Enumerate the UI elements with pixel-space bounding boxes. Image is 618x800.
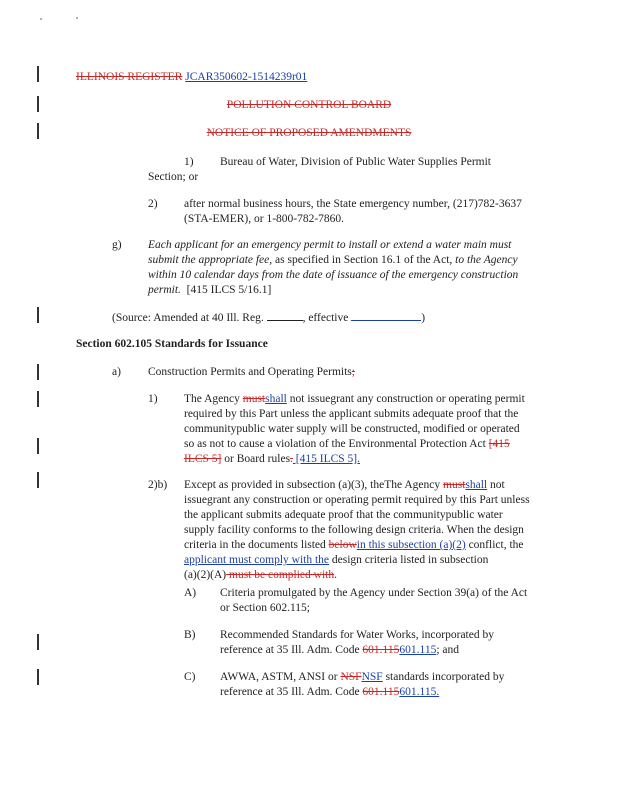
list-item-number: 2) (148, 198, 158, 210)
paragraph-line: permit. [415 ILCS 5/16.1] (148, 284, 272, 296)
subsection-heading: Construction Permits and Operating Permits; (148, 366, 355, 378)
paragraph-line: issuegrant any construction or operating permit required by this Part unless (184, 494, 530, 506)
paragraph-line: criteria in the documents listed belowin this subsection (a)(2) conflict, the (184, 539, 524, 551)
list-item-number: 1) (148, 393, 158, 405)
paragraph-line: ILCS 5] or Board rules. [415 ILCS 5]. (184, 453, 361, 465)
list-item-number: 1) (184, 156, 194, 168)
paragraph-line: submit the appropriate fee, as specified in Section 16.1 of the Act, to the Agency (148, 254, 518, 266)
subitem-text: Criteria promulgated by the Agency under Section 39(a) of the Act (220, 587, 528, 599)
paragraph-line: communitypublic water supply will be constructed, modified or operated (184, 423, 520, 435)
board-title: POLLUTION CONTROL BOARD (226, 99, 392, 111)
subitem-label: C) (184, 671, 196, 683)
jcar-id: JCAR350602-1514239r01 (185, 71, 308, 83)
paragraph-line: applicant must comply with the design criteria listed in subsection (184, 554, 489, 566)
register-struck: ILLINOIS REGISTER (76, 71, 183, 83)
change-bar (37, 391, 39, 407)
change-bar (37, 364, 39, 380)
source-note: (Source: Amended at 40 Ill. Reg. , effective ) (112, 309, 425, 326)
list-item-number: 2)b) (148, 479, 168, 491)
section-title: Section 602.105 Standards for Issuance (76, 338, 268, 350)
scan-dot (76, 17, 78, 19)
change-bar (37, 669, 39, 685)
blank-field (267, 309, 303, 321)
change-bar (37, 307, 39, 323)
list-item-text: (STA-EMER), or 1-800-782-7860. (184, 213, 345, 225)
change-bar (37, 472, 39, 488)
change-bar (37, 438, 39, 454)
subitem-text: Recommended Standards for Water Works, incorporated by (220, 629, 494, 641)
list-item-text: Bureau of Water, Division of Public Water Supplies Permit (220, 156, 491, 168)
subitem-text: reference at 35 Ill. Adm. Code 601.115601.115; and (220, 644, 460, 656)
paragraph-line: within 10 calendar days from the date of issuance of the emergency construction (148, 269, 519, 281)
subitem-text: or Section 602.115; (220, 602, 310, 614)
paragraph-line: Each applicant for an emergency permit to install or extend a water main must (148, 239, 512, 251)
paragraph-line: so as not to cause a violation of the Environmental Protection Act [415 (184, 438, 510, 450)
paragraph-line: (a)(2)(A) must be complied with. (184, 569, 337, 581)
subsection-label: a) (112, 366, 121, 378)
subitem-label: A) (184, 587, 197, 599)
subsection-label: g) (112, 239, 122, 251)
notice-title: NOTICE OF PROPOSED AMENDMENTS (206, 127, 412, 139)
subitem-label: B) (184, 629, 196, 641)
scan-dot (40, 18, 42, 20)
paragraph-line: required by this Part unless the applicant submits adequate proof that the (184, 408, 519, 420)
list-item-text: Section; or (148, 171, 199, 183)
subitem-text: AWWA, ASTM, ANSI or NSFNSF standards incorporated by (220, 671, 505, 683)
paragraph-line: The Agency mustshall not issuegrant any construction or operating permit (184, 393, 525, 405)
blank-field (351, 309, 421, 321)
paragraph-line: supply facility conforms to the following design criteria. When the design (184, 524, 524, 536)
header-line (76, 70, 307, 85)
change-bar (37, 66, 39, 82)
list-item-text: after normal business hours, the State emergency number, (217)782-3637 (184, 198, 522, 210)
paragraph-line: Except as provided in subsection (a)(3), theThe Agency mustshall not (184, 479, 505, 491)
subitem-text: reference at 35 Ill. Adm. Code 601.115601.115. (220, 686, 440, 698)
paragraph-line: the applicant submits adequate proof that the communitypublic water (184, 509, 503, 521)
change-bar (37, 634, 39, 650)
